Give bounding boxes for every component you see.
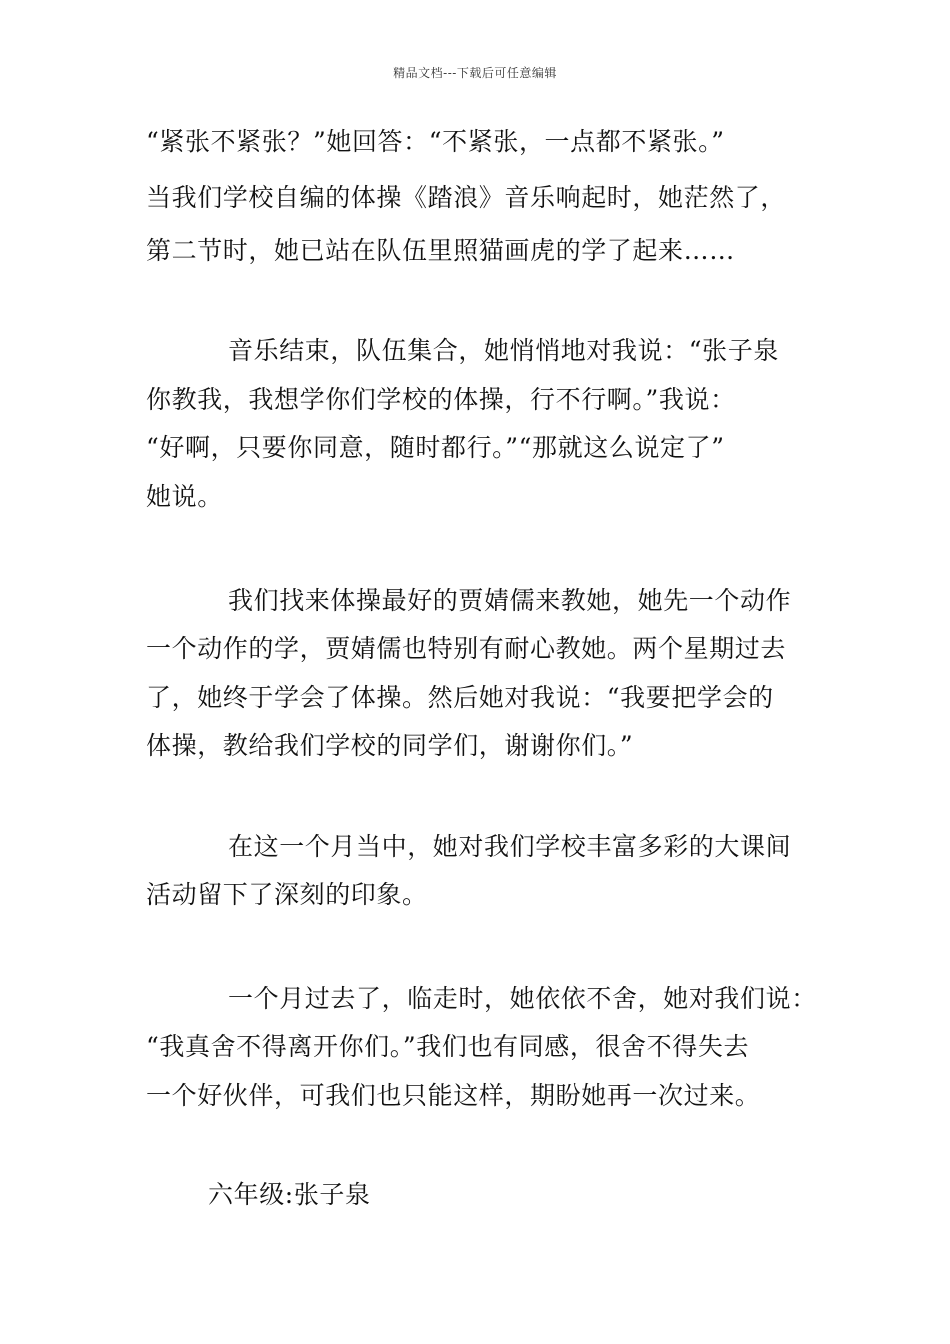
paragraph-3-line-2: 一个动作的学，贾婧儒也特别有耐心教她。两个星期过去 xyxy=(146,634,787,663)
paragraph-2-line-4: 她说。 xyxy=(146,482,223,511)
paragraph-3-line-3: 了，她终于学会了体操。然后她对我说：“我要把学会的 xyxy=(146,683,774,712)
paragraph-3-line-4: 体操，教给我们学校的同学们，谢谢你们。” xyxy=(146,731,634,760)
paragraph-4-line-1: 在这一个月当中，她对我们学校丰富多彩的大课间 xyxy=(228,832,792,861)
paragraph-3-line-1: 我们找来体操最好的贾婧儒来教她，她先一个动作 xyxy=(228,586,792,615)
paragraph-5-line-1: 一个月过去了，临走时，她依依不舍，她对我们说： xyxy=(228,984,817,1013)
paragraph-2-line-3: “好啊，只要你同意，随时都行。”“那就这么说定了” xyxy=(146,433,725,462)
paragraph-2-line-1: 音乐结束，队伍集合，她悄悄地对我说：“张子泉 xyxy=(228,336,779,365)
paragraph-1-line-3: 第二节时，她已站在队伍里照猫画虎的学了起来…… xyxy=(146,236,735,265)
signature: 六年级:张子泉 xyxy=(208,1180,371,1209)
paragraph-2-line-2: 你教我，我想学你们学校的体操，行不行啊。”我说： xyxy=(146,385,736,414)
paragraph-1-line-2: 当我们学校自编的体操《踏浪》音乐响起时，她茫然了， xyxy=(146,183,787,212)
paragraph-1-line-1: “紧张不紧张？”她回答：“不紧张，一点都不紧张。” xyxy=(146,127,725,156)
paragraph-5-line-2: “我真舍不得离开你们。”我们也有同感，很舍不得失去 xyxy=(146,1032,750,1061)
paragraph-5-line-3: 一个好伙伴，可我们也只能这样，期盼她再一次过来。 xyxy=(146,1081,761,1110)
paragraph-4-line-2: 活动留下了深刻的印象。 xyxy=(146,880,428,909)
page-header: 精品文档---下载后可任意编辑 xyxy=(393,66,557,80)
